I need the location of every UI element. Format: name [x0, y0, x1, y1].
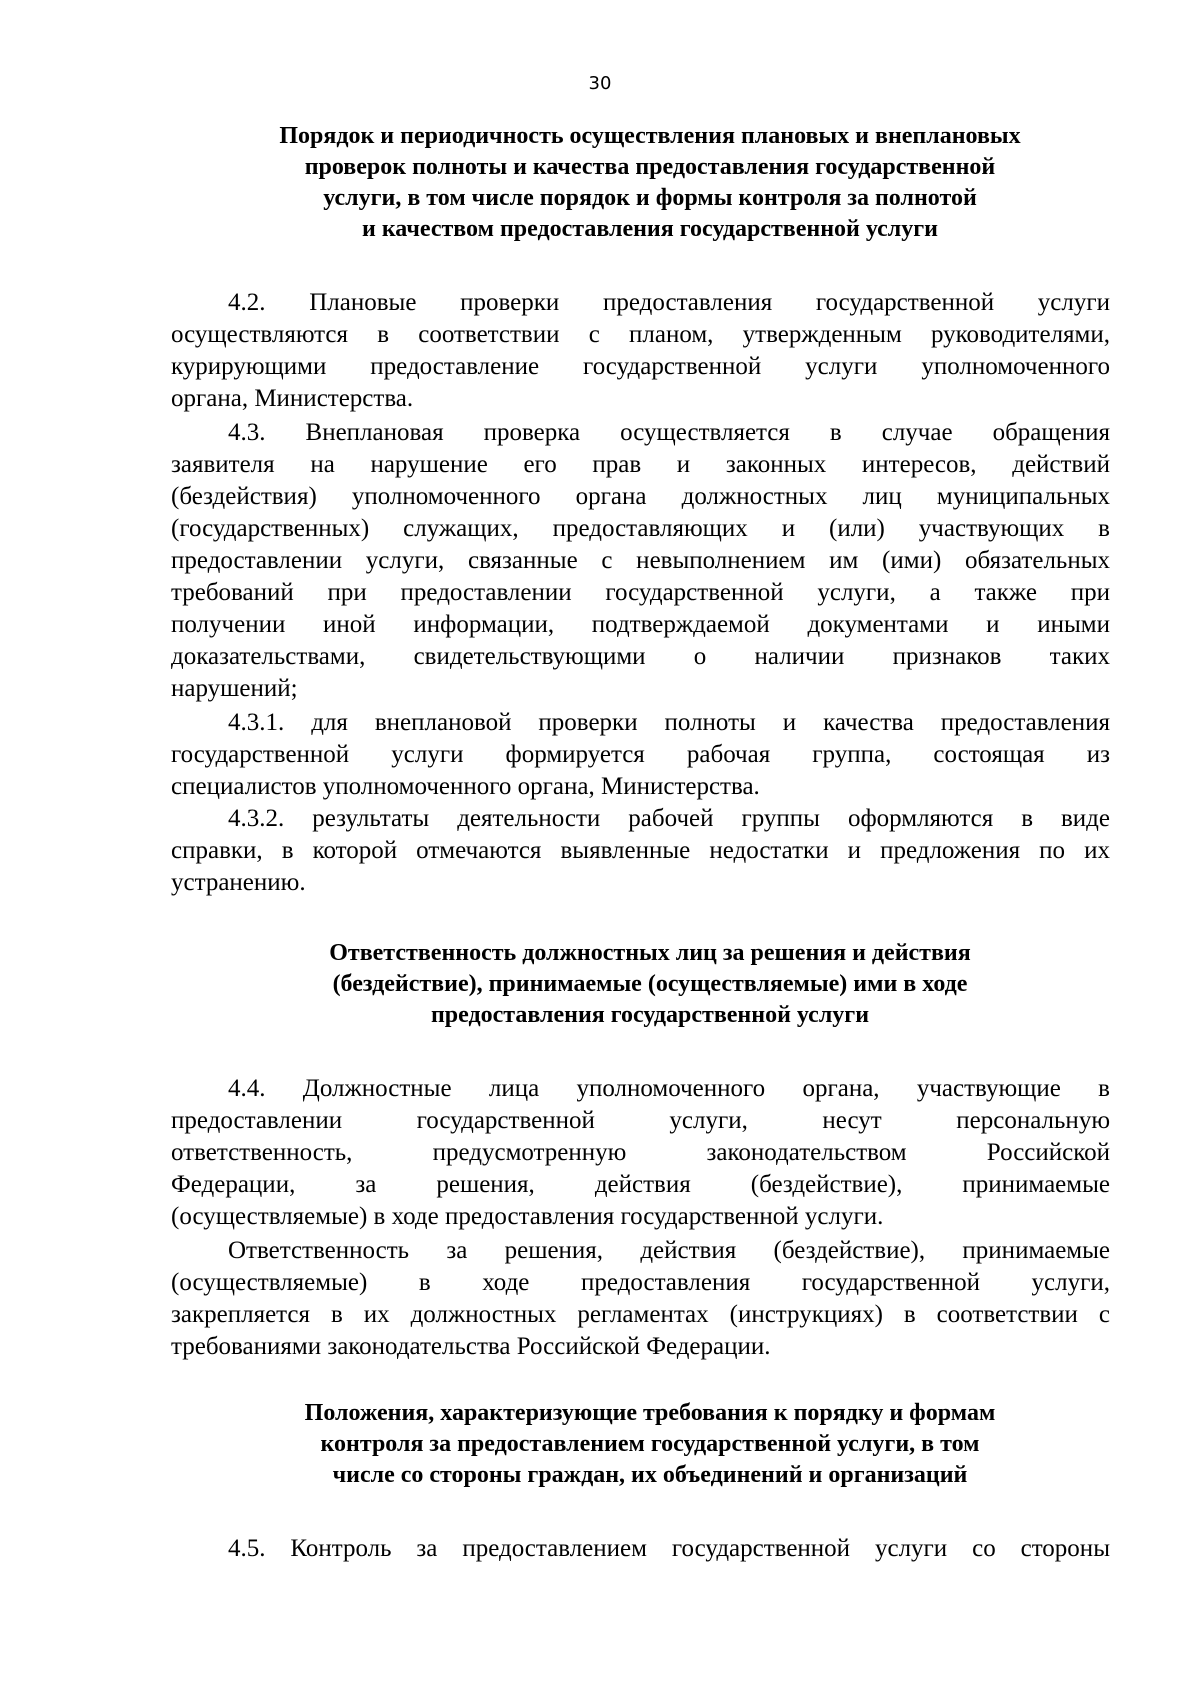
- text-line: курирующими предоставление государственной услуги уполномоченного: [171, 353, 1110, 380]
- paragraph-4-3: [171, 417, 1110, 705]
- paragraph-4-5: [171, 1533, 1110, 1565]
- text-line: Ответственность за решения, действия (бездействие), принимаемые: [228, 1237, 1110, 1264]
- text-line: 4.3.1. для внеплановой проверки полноты и качества предоставления: [228, 709, 1110, 736]
- text-line: ответственность, предусмотренную законодательством Российской: [171, 1139, 1110, 1166]
- paragraph-4-4: [171, 1073, 1110, 1233]
- text-line: (осуществляемые) в ходе предоставления государственной услуги.: [171, 1203, 884, 1230]
- text-line: государственной услуги формируется рабочая группа, состоящая из: [171, 741, 1110, 768]
- text-line: 4.2. Плановые проверки предоставления государственной услуги: [228, 289, 1110, 316]
- section-heading-responsibility: [190, 938, 1110, 1031]
- text-line: (государственных) служащих, предоставляющих и (или) участвующих в: [171, 515, 1110, 542]
- heading-line: числе со стороны граждан, их объединений и организаций: [332, 1462, 968, 1488]
- text-line: предоставлении услуги, связанные с невыполнением им (ими) обязательных: [171, 547, 1110, 574]
- text-line: (бездействия) уполномоченного органа должностных лиц муниципальных: [171, 483, 1110, 510]
- text-line: устранению.: [171, 869, 306, 896]
- heading-line: проверок полноты и качества предоставления государственной: [304, 154, 996, 180]
- text-line: 4.3.2. результаты деятельности рабочей группы оформляются в виде: [228, 805, 1110, 832]
- text-line: доказательствами, свидетельствующими о наличии признаков таких: [171, 643, 1110, 670]
- heading-line: контроля за предоставлением государственной услуги, в том: [320, 1431, 980, 1457]
- text-line: осуществляются в соответствии с планом, утвержденным руководителями,: [171, 321, 1110, 348]
- page-number: 30: [588, 73, 612, 94]
- text-line: Федерации, за решения, действия (бездействие), принимаемые: [171, 1171, 1110, 1198]
- section-heading-control-provisions: [190, 1398, 1110, 1491]
- text-line: 4.4. Должностные лица уполномоченного органа, участвующие в: [228, 1075, 1110, 1102]
- text-line: закрепляется в их должностных регламентах (инструкциях) в соответствии с: [171, 1301, 1110, 1328]
- heading-line: услуги, в том числе порядок и формы контроля за полнотой: [323, 185, 977, 211]
- paragraph-4-3-2: [171, 803, 1110, 899]
- text-line: получении иной информации, подтверждаемой документами и иными: [171, 611, 1110, 638]
- text-line: требованиями законодательства Российской Федерации.: [171, 1333, 771, 1360]
- text-line: заявителя на нарушение его прав и законных интересов, действий: [171, 451, 1110, 478]
- heading-line: предоставления государственной услуги: [430, 1002, 870, 1028]
- text-line: специалистов уполномоченного органа, Министерства.: [171, 773, 760, 800]
- section-heading-inspections: [190, 121, 1110, 245]
- heading-line: и качеством предоставления государственной услуги: [362, 216, 938, 242]
- text-line: предоставлении государственной услуги, несут персональную: [171, 1107, 1110, 1134]
- text-line: нарушений;: [171, 675, 298, 702]
- heading-line: Ответственность должностных лиц за решения и действия: [329, 940, 971, 966]
- text-line: органа, Министерства.: [171, 385, 414, 412]
- heading-line: Положения, характеризующие требования к порядку и формам: [304, 1400, 996, 1426]
- text-line: требований при предоставлении государственной услуги, а также при: [171, 579, 1110, 606]
- text-line: справки, в которой отмечаются выявленные недостатки и предложения по их: [171, 837, 1110, 864]
- text-line: 4.5. Контроль за предоставлением государственной услуги со стороны: [228, 1535, 1110, 1562]
- paragraph-responsibility: [171, 1235, 1110, 1363]
- text-line: 4.3. Внеплановая проверка осуществляется в случае обращения: [228, 419, 1110, 446]
- paragraph-4-2: [171, 287, 1110, 415]
- heading-line: Порядок и периодичность осуществления плановых и внеплановых: [279, 123, 1021, 149]
- heading-line: (бездействие), принимаемые (осуществляемые) ими в ходе: [332, 971, 968, 997]
- paragraph-4-3-1: [171, 707, 1110, 803]
- text-line: (осуществляемые) в ходе предоставления государственной услуги,: [171, 1269, 1110, 1296]
